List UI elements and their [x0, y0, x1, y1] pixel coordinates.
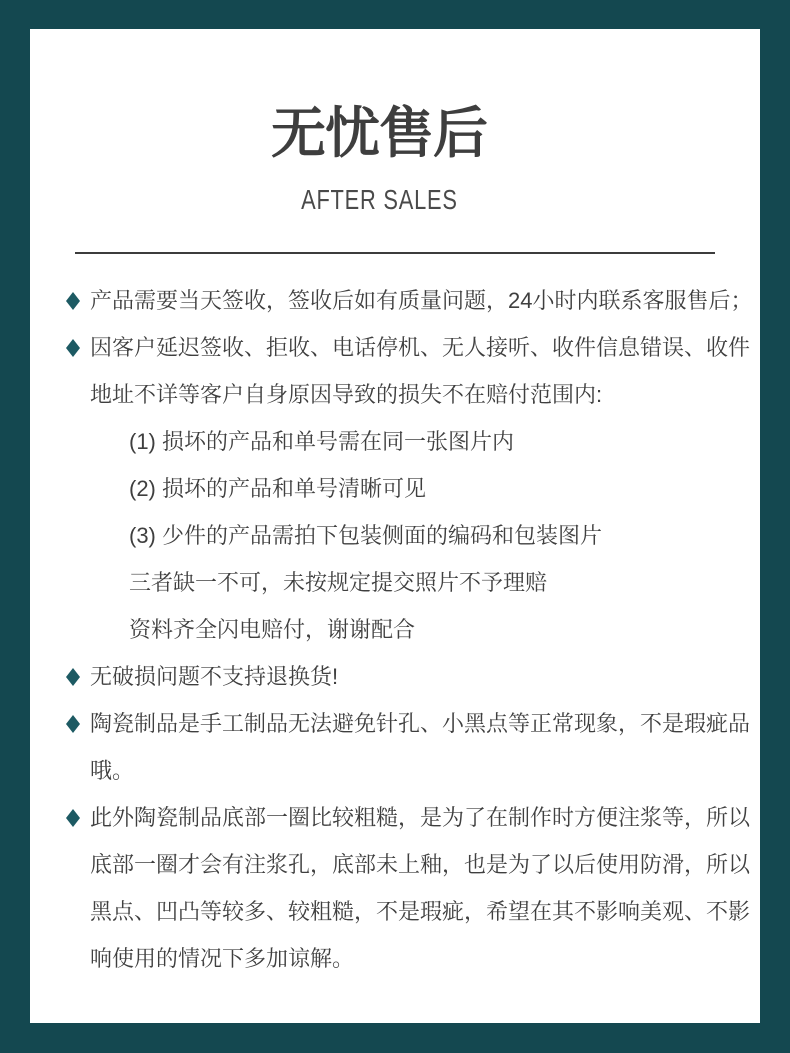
notice-text: 因客户延迟签收、拒收、电话停机、无人接听、收件信息错误、收件	[90, 335, 751, 360]
notice-text: 陶瓷制品是手工制品无法避免针孔、小黑点等正常现象，不是瑕疵品	[90, 711, 751, 736]
notice-subitem-thanks	[66, 606, 760, 653]
notice-text: 地址不详等客户自身原因导致的损失不在赔付范围内:	[90, 382, 603, 407]
notice-line-bottom-rough-cont-2	[66, 888, 760, 935]
notice-text: (3) 少件的产品需拍下包装侧面的编码和包装图片	[129, 523, 603, 548]
notice-text: 响使用的情况下多加谅解。	[90, 946, 355, 971]
notice-text: 哦。	[90, 758, 135, 783]
content-panel	[30, 29, 760, 1023]
notice-text: (1) 损坏的产品和单号需在同一张图片内	[129, 429, 515, 454]
diamond-bullet-icon	[66, 668, 80, 686]
notice-text: 产品需要当天签收，签收后如有质量问题，24小时内联系客服售后；	[90, 288, 753, 313]
notice-text: 三者缺一不可，未按规定提交照片不予理赔	[129, 570, 548, 595]
divider-line	[75, 252, 715, 254]
notice-text: 底部一圈才会有注浆孔，底部未上釉，也是为了以后使用防滑，所以	[90, 852, 751, 877]
page-title: 无忧售后	[270, 102, 487, 164]
notice-line-sign-receipt	[66, 277, 760, 324]
diamond-bullet-icon	[66, 715, 80, 733]
notice-text: 无破损问题不支持退换货!	[90, 664, 339, 689]
diamond-bullet-icon	[66, 292, 80, 310]
header	[14, 29, 744, 220]
notice-line-bottom-rough	[66, 794, 760, 841]
notice-subitem-1	[66, 418, 760, 465]
notice-line-no-return	[66, 653, 760, 700]
notice-line-bottom-rough-cont-3	[66, 935, 760, 982]
notice-text: 黑点、凹凸等较多、较粗糙，不是瑕疵，希望在其不影响美观、不影	[90, 899, 751, 924]
notice-subitem-3	[66, 512, 760, 559]
page-subtitle	[14, 185, 744, 220]
notice-line-customer-fault	[66, 324, 760, 371]
notice-line-handmade	[66, 700, 760, 747]
notice-text: 此外陶瓷制品底部一圈比较粗糙，是为了在制作时方便注浆等，所以	[90, 805, 751, 830]
diamond-bullet-icon	[66, 809, 80, 827]
notice-list	[30, 277, 760, 982]
notice-text: 资料齐全闪电赔付，谢谢配合	[129, 617, 416, 642]
diamond-bullet-icon	[66, 339, 80, 357]
page-subtitle-text: AFTER SALES	[300, 184, 458, 215]
notice-line-bottom-rough-cont-1	[66, 841, 760, 888]
notice-text: (2) 损坏的产品和单号清晰可见	[129, 476, 427, 501]
notice-line-customer-fault-cont	[66, 371, 760, 418]
notice-subitem-requirement	[66, 559, 760, 606]
notice-subitem-2	[66, 465, 760, 512]
notice-line-handmade-cont	[66, 747, 760, 794]
